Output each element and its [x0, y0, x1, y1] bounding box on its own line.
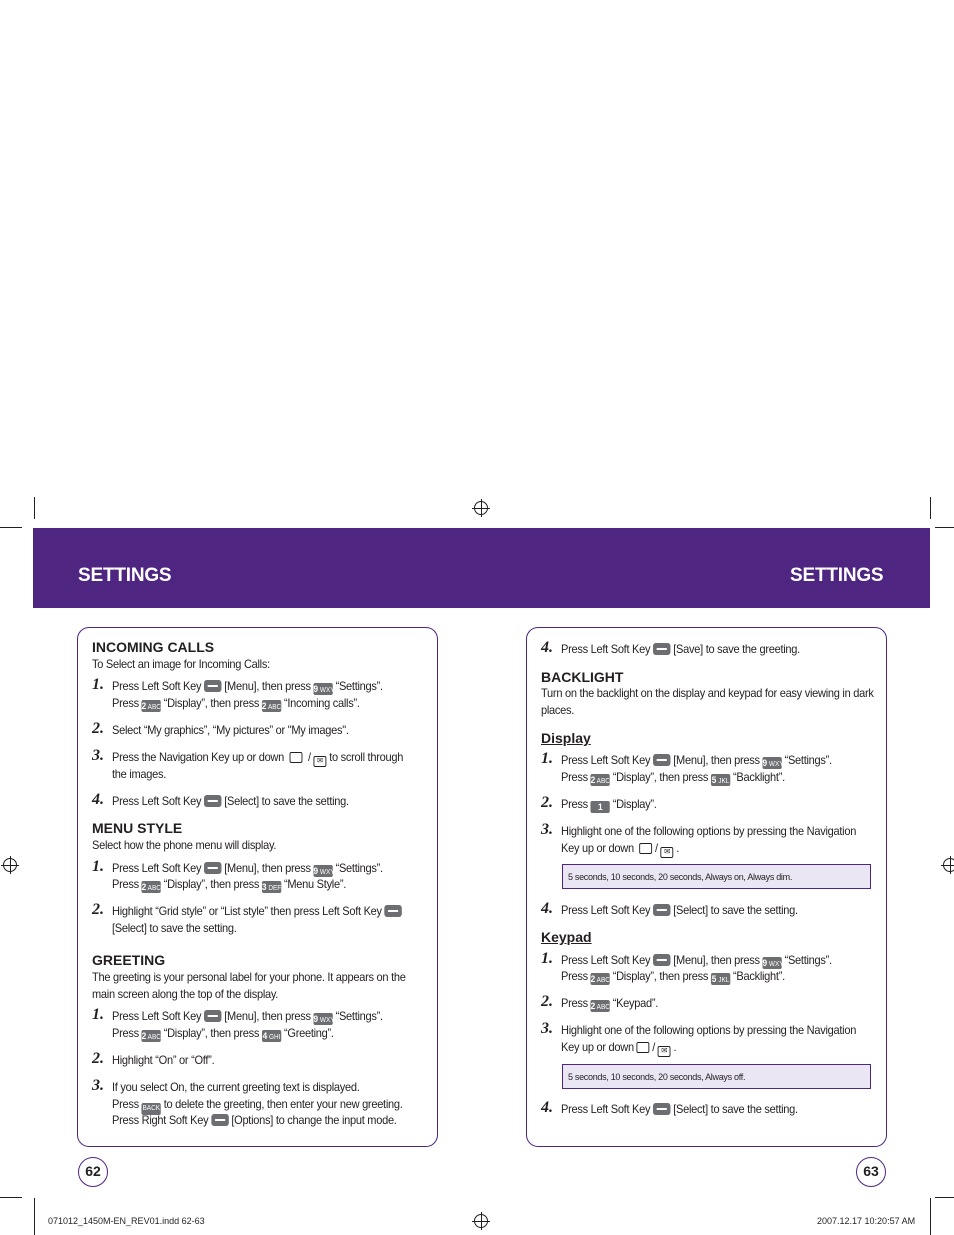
page-number: 62: [78, 1157, 108, 1187]
left-soft-key-icon: [204, 680, 221, 692]
crop-mark: [0, 1197, 22, 1198]
step-line: [Select] to save the setting.: [112, 921, 237, 935]
envelope-icon: ✉: [314, 756, 327, 767]
step-number: 1.: [92, 676, 104, 693]
key-9-icon: 9 WXYZ: [762, 958, 788, 968]
left-soft-key-icon: [653, 1103, 670, 1115]
step-line: Highlight “On” or “Off”.: [112, 1053, 215, 1067]
key-5-icon: 5 JKL: [711, 775, 730, 785]
step-number: 3.: [541, 821, 553, 838]
registration-mark-icon: [474, 1214, 488, 1228]
section-description: To Select an image for Incoming Calls:: [92, 657, 270, 671]
step-line: Highlight one of the following options by pressing the Navigation: [561, 1023, 857, 1037]
step-number: 2.: [541, 794, 553, 811]
step-line: Press 2 ABC “Keypad”.: [561, 996, 659, 1011]
section-description: Turn on the backlight on the display and keypad for easy viewing in dark: [541, 686, 874, 700]
step-line: Press the Navigation Key up or down / ✉ to scroll through: [112, 750, 404, 765]
step-number: 3.: [92, 1077, 104, 1094]
step-number: 2.: [92, 901, 104, 918]
key-2-icon: 2 ABC: [141, 1031, 161, 1041]
key-4-icon: 4 GHI: [262, 1031, 281, 1041]
step-number: 2.: [92, 720, 104, 737]
step-number: 1.: [541, 750, 553, 767]
step-line: Press Left Soft Key [Menu], then press 9 WXYZ“Settings”.: [561, 953, 832, 968]
section-heading: INCOMING CALLS: [92, 639, 215, 655]
crop-mark: [0, 527, 22, 528]
step-line: Press 2 ABC “Display”, then press 3 DEF “Menu Style”.: [112, 877, 347, 892]
step-line: Highlight “Grid style” or “List style” then press Left Soft Key: [112, 903, 405, 920]
step-line: Press Left Soft Key [Menu], then press 9 WXYZ“Settings”.: [112, 1009, 383, 1024]
key-5-icon: 5 JKL: [711, 974, 730, 984]
registration-mark-icon: [943, 858, 954, 872]
crop-mark: [935, 1197, 954, 1198]
step-number: 4.: [541, 1099, 553, 1116]
key-2-icon: 2 ABC: [590, 974, 610, 984]
key-9-icon: 9 WXYZ: [762, 758, 788, 768]
step-line: Key up or down / ✉ .: [561, 1040, 677, 1055]
section-heading: MENU STYLE: [92, 820, 183, 836]
key-9-icon: 9 WXYZ: [313, 684, 339, 694]
section-description: Select how the phone menu will display.: [92, 838, 277, 852]
key-2-icon: 2 ABC: [590, 1001, 610, 1011]
key-2-icon: 2 ABC: [141, 882, 161, 892]
crop-mark: [930, 1198, 931, 1235]
step-line: Press Right Soft Key [Options] to change the input mode.: [112, 1113, 397, 1127]
step-number: 3.: [92, 747, 104, 764]
step-line: Press Left Soft Key [Menu], then press 9 WXYZ“Settings”.: [112, 679, 383, 694]
step-line: Press 1 “Display”.: [561, 797, 657, 812]
book-icon: [637, 1042, 650, 1053]
step-number: 1.: [92, 1006, 104, 1023]
page-title-right: SETTINGS: [790, 565, 884, 586]
crop-mark: [935, 527, 954, 528]
crop-mark: [34, 1198, 35, 1235]
step-line: Press BACK to delete the greeting, then enter your new greeting.: [112, 1096, 403, 1115]
step-line: the images.: [112, 767, 167, 781]
step-line: Highlight one of the following options by pressing the Navigation: [561, 824, 857, 838]
section-description: The greeting is your personal label for your phone. It appears on the: [92, 970, 406, 984]
step-line: Press 2 ABC “Display”, then press 5 JKL “Backlight”.: [561, 969, 785, 984]
registration-mark-icon: [474, 501, 488, 515]
options-box: 5 seconds, 10 seconds, 20 seconds, Always on, Always dim.: [562, 864, 871, 889]
step-line: Press 2 ABC “Display”, then press 4 GHI “Greeting”.: [112, 1026, 334, 1041]
book-icon: [290, 752, 303, 763]
step-line: Press Left Soft Key [Save] to save the greeting.: [561, 642, 800, 656]
left-soft-key-icon: [385, 905, 402, 917]
step-line: Press Left Soft Key [Select] to save the setting.: [561, 1102, 798, 1116]
registration-mark-icon: [3, 858, 17, 872]
step-number: 2.: [541, 993, 553, 1010]
section-description: main screen along the top of the display.: [92, 987, 279, 1001]
step-number: 1.: [541, 950, 553, 967]
key-2-icon: 2 ABC: [141, 701, 161, 711]
subsection-heading: Display: [541, 730, 591, 746]
left-soft-key-icon: [653, 754, 670, 766]
date-slug: 2007.12.17 10:20:57 AM: [817, 1216, 916, 1226]
step-line: Press Left Soft Key [Select] to save the setting.: [112, 794, 349, 808]
page-title-left: SETTINGS: [78, 565, 172, 586]
book-icon: [639, 843, 652, 854]
step-line: Press Left Soft Key [Select] to save the setting.: [561, 903, 798, 917]
section-heading: GREETING: [92, 952, 166, 968]
key-9-icon: 9 WXYZ: [313, 866, 339, 876]
file-slug: 071012_1450M-EN_REV01.indd 62-63: [48, 1216, 205, 1226]
step-line: Key up or down / ✉ .: [561, 841, 680, 856]
subsection-heading: Keypad: [541, 929, 592, 945]
left-soft-key-icon: [653, 904, 670, 916]
step-line: Press Left Soft Key [Menu], then press 9 WXYZ“Settings”.: [112, 861, 383, 876]
step-line: Press Left Soft Key [Menu], then press 9 WXYZ“Settings”.: [561, 753, 832, 768]
envelope-icon: ✉: [661, 847, 674, 858]
key-1-icon: 1: [591, 801, 610, 813]
left-soft-key-icon: [653, 643, 670, 655]
section-heading: BACKLIGHT: [541, 669, 624, 685]
step-line: Press 2 ABC “Display”, then press 2 ABC “Incoming calls”.: [112, 696, 360, 711]
left-soft-key-icon: [204, 795, 221, 807]
step-number: 4.: [92, 791, 104, 808]
right-soft-key-icon: [211, 1114, 228, 1126]
key-2-icon: 2 ABC: [261, 701, 282, 711]
step-number: 2.: [92, 1050, 104, 1067]
options-box: 5 seconds, 10 seconds, 20 seconds, Always off.: [562, 1064, 871, 1089]
envelope-icon: ✉: [658, 1046, 671, 1057]
left-soft-key-icon: [653, 954, 670, 966]
key-2-icon: 2 ABC: [590, 775, 610, 785]
step-line: Select “My graphics”, “My pictures” or "My images".: [112, 723, 349, 737]
step-line: Press 2 ABC “Display”, then press 5 JKL “Backlight”.: [561, 770, 785, 785]
crop-mark: [34, 497, 35, 519]
key-3-icon: 3 DEF: [261, 882, 282, 892]
section-description: places.: [541, 703, 575, 717]
page-number: 63: [856, 1157, 886, 1187]
step-number: 4.: [541, 900, 553, 917]
key-9-icon: 9 WXYZ: [313, 1014, 339, 1024]
back-key-icon: BACK: [142, 1103, 161, 1115]
step-line: If you select On, the current greeting text is displayed.: [112, 1080, 360, 1094]
step-number: 4.: [541, 639, 553, 656]
crop-mark: [930, 497, 931, 519]
left-soft-key-icon: [204, 1010, 221, 1022]
step-number: 3.: [541, 1020, 553, 1037]
step-number: 1.: [92, 858, 104, 875]
left-soft-key-icon: [204, 862, 221, 874]
